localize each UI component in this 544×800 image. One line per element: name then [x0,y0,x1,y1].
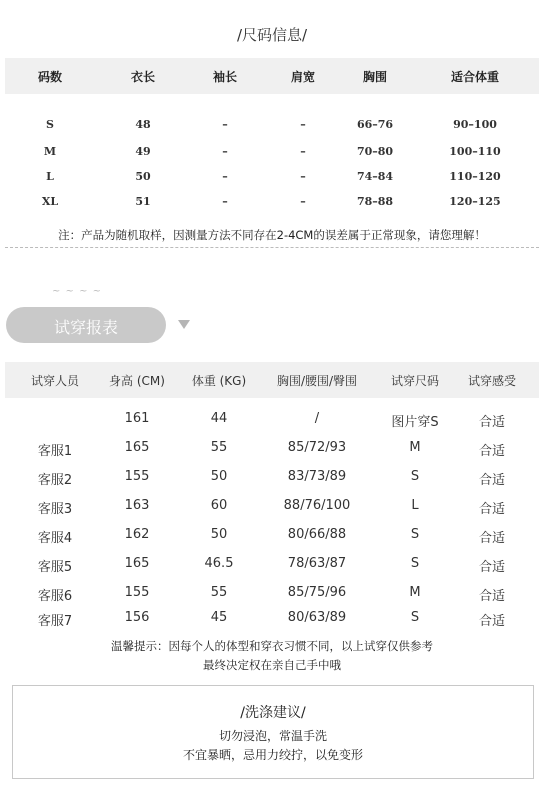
size-cell: – [300,145,306,158]
size-cell: 48 [135,118,151,131]
size-cell: – [222,145,228,158]
try-header-cell: 试穿感受 [467,374,516,388]
try-cell: M [409,585,421,600]
size-header-cell: 衣长 [130,70,155,84]
try-cell: S [410,556,420,571]
size-header-cell: 肩宽 [290,70,315,84]
try-cell: M [409,440,421,455]
try-cell: 45 [210,610,228,625]
size-cell: L [46,170,54,183]
size-header-cell: 胸围 [362,70,387,84]
size-table-header [5,58,539,94]
try-cell: / [314,411,320,426]
size-cell: – [300,170,306,183]
script-ornament: ~ ~ ~ ~ [52,286,103,297]
try-on-row [5,550,539,579]
try-cell: S [410,527,420,542]
try-cell: 合适 [478,415,505,430]
try-on-tip-line1: 温馨提示：因每个人的体型和穿衣习惯不同，以上试穿仅供参考 [111,639,433,653]
try-cell: L [411,498,419,513]
dashed-divider [5,247,539,248]
size-cell: 66–76 [356,118,394,131]
size-cell: 51 [135,195,151,208]
try-header-cell: 体重 (KG) [191,374,247,388]
try-cell: 合适 [478,473,505,488]
try-on-row [5,521,539,550]
try-on-row [5,604,539,633]
try-cell: 50 [210,469,228,484]
size-table-row [5,141,539,165]
try-cell: 88/76/100 [283,498,351,513]
try-cell: 55 [210,585,228,600]
try-cell: 162 [124,527,150,542]
try-cell: 合适 [478,560,505,575]
size-info-title: /尺码信息/ [236,26,308,44]
size-cell: 50 [135,170,151,183]
try-cell: 155 [124,469,150,484]
try-cell: 44 [210,411,228,426]
try-cell: 60 [210,498,228,513]
size-cell: – [222,118,228,131]
size-cell: 100–110 [449,145,501,158]
try-cell: S [410,610,420,625]
try-cell: 合适 [478,589,505,604]
try-on-row [5,492,539,521]
try-on-row [5,405,539,434]
size-cell: 90–100 [453,118,497,131]
try-cell: 55 [210,440,228,455]
try-cell: 165 [124,440,150,455]
try-cell: 50 [210,527,228,542]
size-cell: M [43,145,57,158]
try-cell: 163 [124,498,150,513]
try-cell: 161 [124,411,150,426]
try-cell: 客服2 [37,473,73,488]
size-cell: – [222,170,228,183]
try-cell: 165 [124,556,150,571]
try-cell: 图片穿S [391,415,439,430]
try-cell: 83/73/89 [287,469,347,484]
try-cell: 46.5 [204,556,234,571]
size-cell: – [222,195,228,208]
try-header-cell: 身高 (CM) [109,374,165,388]
try-cell: 85/72/93 [287,440,347,455]
wash-title: /洗涤建议/ [240,705,306,721]
try-cell: 客服6 [37,589,73,604]
try-on-tip-line2: 最终决定权在亲自己手中哦 [203,658,341,672]
size-cell: 78–88 [356,195,394,208]
size-cell: 120–125 [449,195,501,208]
try-cell: 合适 [478,614,505,629]
try-on-badge [6,307,166,343]
try-header-cell: 试穿人员 [30,374,79,388]
size-cell: 49 [135,145,151,158]
size-cell: 74–84 [356,170,394,183]
try-cell: 客服3 [37,502,73,517]
try-cell: 156 [124,610,150,625]
wash-advice-box [12,685,534,779]
try-cell: 合适 [478,531,505,546]
try-cell: 客服5 [37,560,73,575]
try-cell: 合适 [478,444,505,459]
size-cell: 70–80 [356,145,394,158]
wash-line2: 不宜暴晒，忌用力绞拧，以免变形 [182,748,363,762]
size-header-cell: 码数 [37,70,62,84]
size-cell: – [300,195,306,208]
size-table-row [5,114,539,138]
try-cell: S [410,469,420,484]
try-cell: 85/75/96 [287,585,347,600]
try-header-cell: 胸围/腰围/臀围 [276,374,358,388]
size-header-cell: 适合体重 [450,70,499,84]
size-table-row [5,166,539,190]
wash-line1: 切勿浸泡，常温手洗 [218,729,327,743]
size-table-row [5,191,539,215]
try-cell: 合适 [478,502,505,517]
try-cell: 80/66/88 [287,527,347,542]
size-cell: – [300,118,306,131]
try-cell: 客服7 [37,614,73,629]
try-on-badge-label: 试穿报表 [53,318,118,337]
try-cell: 80/63/89 [287,610,347,625]
try-on-row [5,463,539,492]
try-header-cell: 试穿尺码 [390,374,439,388]
triangle-down-icon [178,320,190,329]
try-cell: 客服1 [37,444,73,459]
try-cell: 78/63/87 [287,556,347,571]
size-cell: XL [41,195,59,208]
size-note: 注：产品为随机取样，因测量方法不同存在2-4CM的误差属于正常现象，请您理解！ [58,228,486,242]
size-header-cell: 袖长 [212,70,237,84]
try-on-row [5,434,539,463]
try-cell: 客服4 [37,531,73,546]
size-cell: 110–120 [449,170,501,183]
try-on-table-header [5,362,539,398]
size-cell: S [46,118,54,131]
try-cell: 155 [124,585,150,600]
